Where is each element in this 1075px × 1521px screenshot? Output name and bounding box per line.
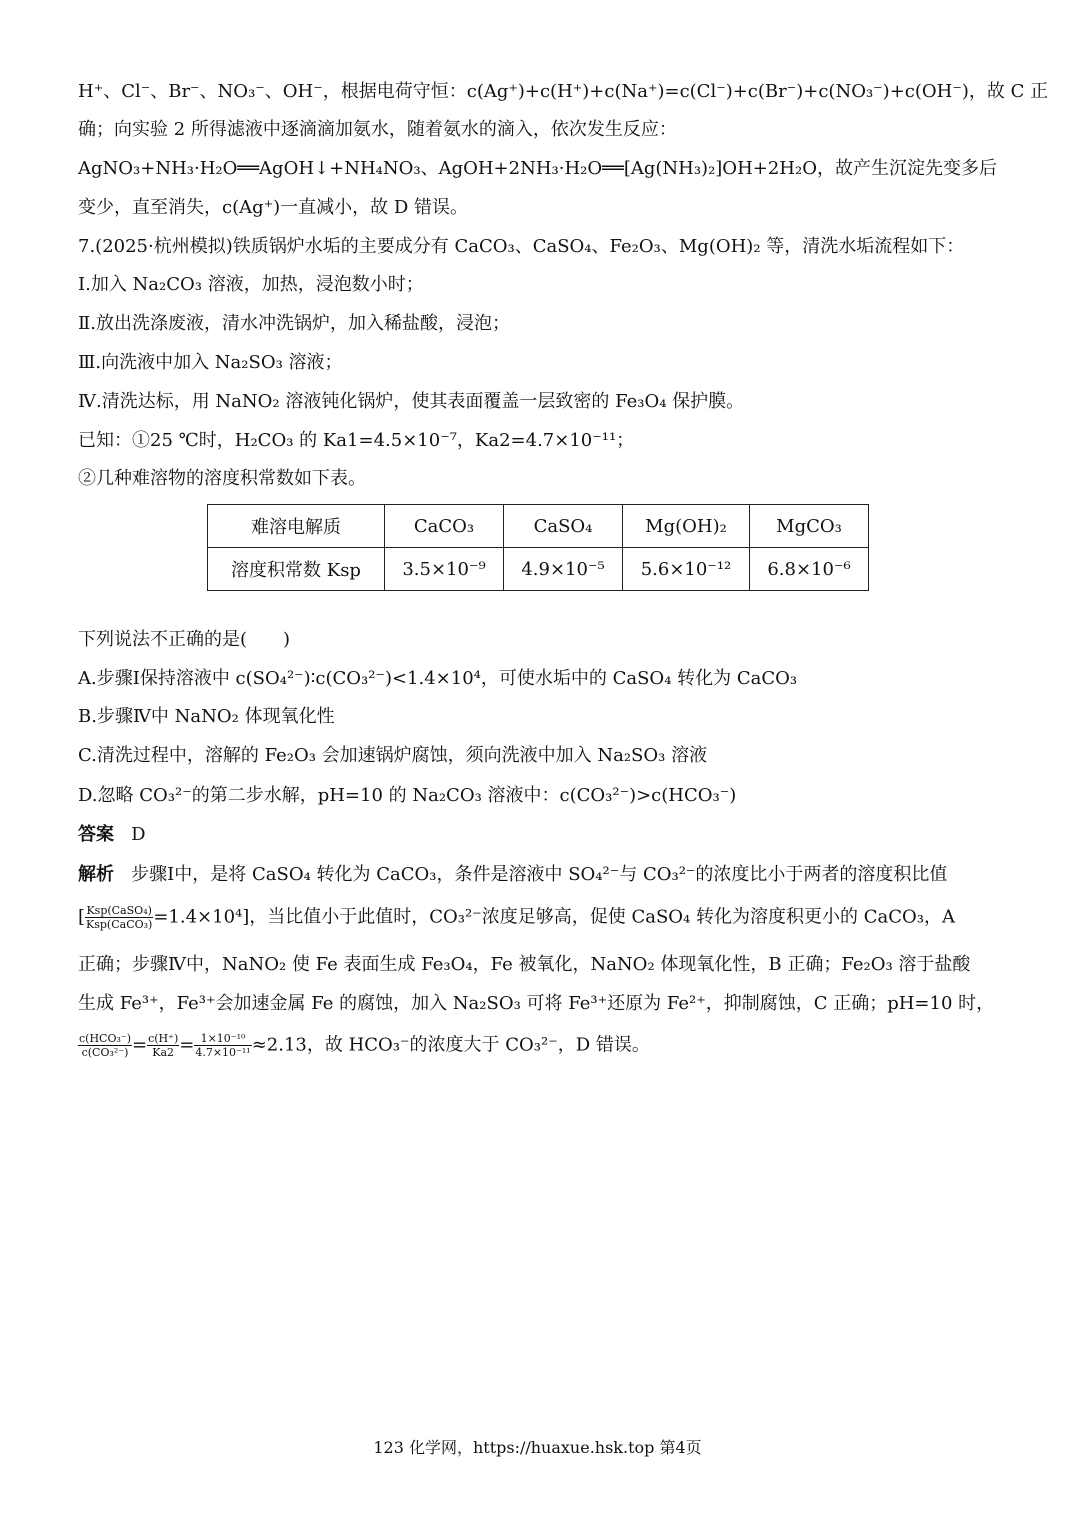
table-cell: 6.8×10⁻⁶ [750, 548, 869, 591]
answer-value: D [131, 824, 146, 845]
analysis-text: ≈2.13，故 HCO₃⁻的浓度大于 CO₃²⁻，D 错误。 [251, 1034, 650, 1056]
answer-label: 答案 [78, 824, 114, 845]
question-stem: 7.(2025·杭州模拟)铁质锅炉水垢的主要成分有 CaCO₃、CaSO₄、Fe₂O₃、Mg(OH)₂ 等，清洗水垢流程如下： [78, 236, 965, 257]
table-header-cell: CaSO₄ [504, 505, 623, 548]
table-header-cell: 难溶电解质 [208, 505, 385, 548]
ksp-table [207, 504, 869, 591]
text-line: AgNO₃+NH₃·H₂O══AgOH↓+NH₄NO₃、AgOH+2NH₃·H₂O══[Ag(NH₃)₂]OH+2H₂O，故产生沉淀先变多后 [78, 158, 997, 179]
option-a: A.步骤Ⅰ保持溶液中 c(SO₄²⁻)∶c(CO₃²⁻)<1.4×10⁴，可使水垢中的 CaSO₄ 转化为 CaCO₃ [78, 668, 798, 689]
option-d: D.忽略 CO₃²⁻的第二步水解，pH=10 的 Na₂CO₃ 溶液中：c(CO₃²⁻)>c(HCO₃⁻) [78, 785, 737, 806]
process-step-2: Ⅱ.放出洗涤废液，清水冲洗锅炉，加入稀盐酸，浸泡； [78, 313, 510, 334]
table-header-cell: CaCO₃ [385, 505, 504, 548]
table-cell: 3.5×10⁻⁹ [385, 548, 504, 591]
page-footer: 123 化学网，https://huaxue.hsk.top 第4页 [373, 1438, 702, 1457]
analysis-line [78, 863, 947, 887]
process-step-4: Ⅳ.清洗达标，用 NaNO₂ 溶液钝化锅炉，使其表面覆盖一层致密的 Fe₃O₄ 保护膜。 [78, 391, 745, 412]
text-line: 变少，直至消失，c(Ag⁺)一直减小，故 D 错误。 [78, 197, 469, 218]
fraction: $\frac{\text{1×10⁻¹⁰}}{\text{4.7×10⁻¹¹}}$ [195, 1032, 251, 1059]
analysis-line: [ $\frac{\text{Ksp(CaSO₄)}}{\text{Ksp(CaCO₃)}}$ =1.4×10⁴]，当比值小于此值时，CO₃²⁻浓度足够高，促使 CaSO₄ 转化为溶度积更小的 CaCO₃，A [78, 904, 955, 931]
known-condition-1: 已知：①25 ℃时，H₂CO₃ 的 Ka1=4.5×10⁻⁷，Ka2=4.7×10⁻¹¹； [78, 430, 635, 451]
analysis-line: 生成 Fe³⁺，Fe³⁺会加速金属 Fe 的腐蚀，加入 Na₂SO₃ 可将 Fe³⁺还原为 Fe²⁺，抑制腐蚀，C 正确；pH=10 时， [78, 993, 995, 1014]
fraction: $\frac{\text{c(HCO₃⁻)}}{\text{c(CO₃²⁻)}}$ [79, 1032, 131, 1059]
option-c: C.清洗过程中，溶解的 Fe₂O₃ 会加速锅炉腐蚀，须向洗液中加入 Na₂SO₃ 溶液 [78, 745, 708, 766]
table-row [208, 548, 869, 591]
process-step-3: Ⅲ.向洗液中加入 Na₂SO₃ 溶液； [78, 352, 343, 373]
table-header-cell: MgCO₃ [750, 505, 869, 548]
ksp-ratio-fraction: $\frac{\text{Ksp(CaSO₄)}}{\text{Ksp(CaCO₃)}}$ [86, 904, 153, 931]
answer-line [78, 823, 146, 847]
text-line: 确；向实验 2 所得滤液中逐滴滴加氨水，随着氨水的滴入，依次发生反应： [78, 119, 677, 140]
question-prompt: 下列说法不正确的是( ) [78, 629, 291, 650]
analysis-label: 解析 [78, 864, 114, 885]
text-line: H⁺、Cl⁻、Br⁻、NO₃⁻、OH⁻，根据电荷守恒：c(Ag⁺)+c(H⁺)+c(Na⁺)=c(Cl⁻)+c(Br⁻)+c(NO₃⁻)+c(OH⁻)，故 C 正 [78, 81, 1049, 102]
table-header-row [208, 505, 869, 548]
table-cell: 4.9×10⁻⁵ [504, 548, 623, 591]
analysis-line: 正确；步骤Ⅳ中，NaNO₂ 使 Fe 表面生成 Fe₃O₄，Fe 被氧化，NaNO₂ 体现氧化性，B 正确；Fe₂O₃ 溶于盐酸 [78, 954, 971, 975]
process-step-1: Ⅰ.加入 Na₂CO₃ 溶液，加热，浸泡数小时； [78, 274, 424, 295]
analysis-line: $\frac{\text{c(HCO₃⁻)}}{\text{c(CO₃²⁻)}}$ = $\frac{c(H^+)}{Ka2}$ = $\frac{\text{1×10⁻¹⁰}}{\text{4.7×10⁻¹¹}}$ ≈2.13，故 HCO₃⁻的浓度大于 CO₃²⁻，D 错误。 [79, 1032, 650, 1059]
known-condition-2: ②几种难溶物的溶度积常数如下表。 [78, 468, 366, 489]
analysis-text: =1.4×10⁴]，当比值小于此值时，CO₃²⁻浓度足够高，促使 CaSO₄ 转化为溶度积更小的 CaCO₃，A [153, 906, 955, 928]
table-cell: 溶度积常数 Ksp [208, 548, 385, 591]
analysis-text: 步骤Ⅰ中，是将 CaSO₄ 转化为 CaCO₃，条件是溶液中 SO₄²⁻与 CO₃²⁻的浓度比小于两者的溶度积比值 [131, 864, 948, 885]
fraction: $\frac{c(H^+)}{Ka2}$ [148, 1032, 179, 1059]
table-cell: 5.6×10⁻¹² [623, 548, 750, 591]
option-b: B.步骤Ⅳ中 NaNO₂ 体现氧化性 [78, 706, 335, 727]
table-header-cell: Mg(OH)₂ [623, 505, 750, 548]
